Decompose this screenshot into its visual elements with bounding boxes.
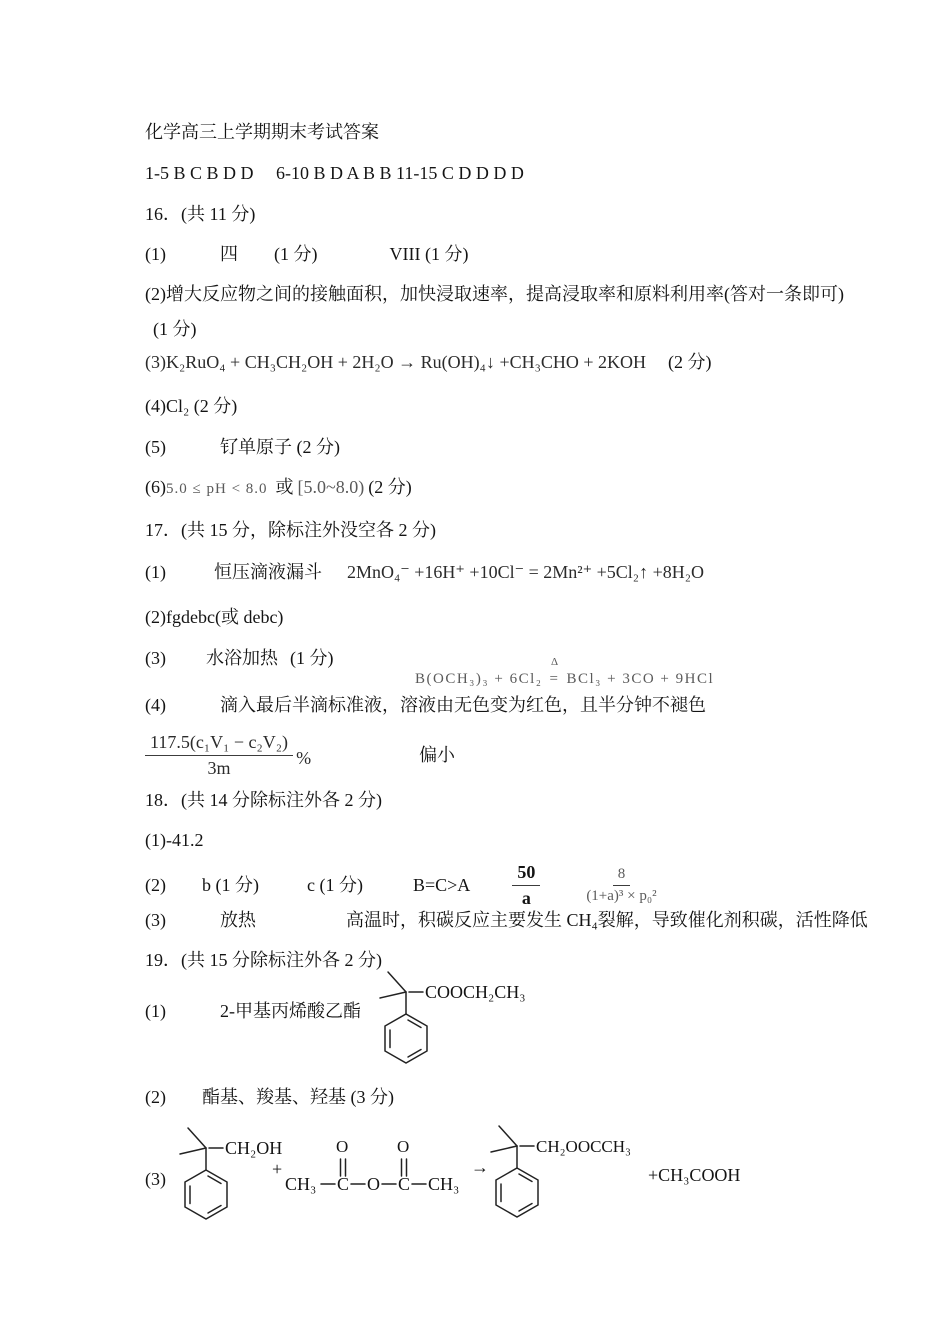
methyl-bond <box>499 1126 517 1146</box>
q17-answer-4: (4) 滴入最后半滴标准液，溶液由无色变为红色，且半分钟不褪色 <box>145 695 706 715</box>
q19-answer-2: (2) 酯基、羧基、羟基 (3 分) <box>145 1087 394 1107</box>
methyl-bond <box>188 1128 206 1148</box>
q16-answer-3 <box>145 351 712 374</box>
oxygen-label: O <box>336 1137 349 1156</box>
q18-answer-2-b: b (1 分) <box>202 874 259 895</box>
plus-sign: + <box>272 1159 283 1179</box>
q17-header: 17．(共 15 分，除标注外没空各 2 分) <box>145 520 436 540</box>
reaction-arrow: → <box>471 1157 489 1177</box>
q16-ph-range: 5.0 ≤ pH < 8.0 <box>166 481 268 497</box>
q16-answer-2: (2)增大反应物之间的接触面积，加快浸取速率，提高浸取率和原料利用率(答对一条即可) <box>145 284 844 304</box>
ester-structure-diagram <box>368 964 558 1072</box>
q18-answer-1: (1)-41.2 <box>145 830 204 850</box>
q16-answer-1: (1) 四 (1 分) VIII (1 分) <box>145 244 469 264</box>
q17-answer-1-label: (1) <box>145 562 166 582</box>
q17-answer-2: (2)fgdebc(或 debc) <box>145 607 284 627</box>
q17-mass-fraction <box>145 731 293 779</box>
q16-ph-range-alt: [5.0~8.0) <box>297 477 365 497</box>
fraction-numerator: 117.5(c₁V₁ − c₂V₂) <box>145 731 293 756</box>
q18-fraction-kp <box>586 865 656 906</box>
delta-symbol: Δ <box>550 655 559 668</box>
equals-sign: = <box>549 670 560 687</box>
q19-answer-3-label: (3) <box>145 1169 166 1189</box>
oxygen-label: O <box>367 1174 380 1194</box>
q18-answer-2-label: (2) <box>145 874 166 895</box>
methyl-bond <box>388 972 406 992</box>
q17-boron-equation-right: BCl₃ + 3CO + 9HCl <box>566 670 715 687</box>
q17-answer-3-text: 水浴加热 <box>206 648 278 668</box>
q16-header: 16．(共 11 分) <box>145 204 256 224</box>
fraction-numerator: 8 <box>613 865 631 886</box>
mc-answers: 1-5 B C B D D 6-10 B D A B B 11-15 C D D D D <box>145 163 524 183</box>
delta-over-equals <box>549 655 560 689</box>
methyl-bond <box>180 1148 206 1154</box>
q16-answer-3-score: (2 分) <box>668 352 712 372</box>
ester-group-label: COOCH₂CH₃ <box>425 982 526 1002</box>
carbon-label: C <box>337 1174 350 1194</box>
hydroxymethyl-label: CH₂OH <box>225 1138 283 1158</box>
q16-answer-5: (5) 钌单原子 (2 分) <box>145 437 340 457</box>
benzene-ring <box>385 1014 427 1063</box>
q18-header: 18．(共 14 分除标注外各 2 分) <box>145 790 382 810</box>
fraction-denominator: 3m <box>207 757 231 778</box>
q17-answer-5-result: 偏小 <box>419 744 456 765</box>
oxygen-label: O <box>397 1137 410 1156</box>
fraction-denominator: (1+a)³ × p₀² <box>586 887 657 904</box>
q16-answer-4: (4)Cl₂ (2 分) <box>145 396 238 416</box>
q17-answer-3-score: (1 分) <box>290 648 334 668</box>
q17-answer-1 <box>145 561 704 584</box>
q19-answer-1: (1) 2-甲基丙烯酸乙酯 <box>145 1001 361 1021</box>
q17-answer-1-text: 恒压滴液漏斗 <box>214 562 322 582</box>
benzene-ring <box>496 1168 538 1217</box>
q16-or-text: 或 <box>275 477 294 497</box>
alcohol-structure-diagram <box>168 1120 303 1228</box>
fraction-denominator: a <box>521 887 531 908</box>
q18-answer-2-c: c (1 分) <box>307 874 363 895</box>
methyl-label: CH₃ <box>428 1174 460 1194</box>
benzene-ring <box>185 1170 227 1219</box>
q17-ionic-equation: 2MnO₄⁻ +16H⁺ +10Cl⁻ = 2Mn²⁺ +5Cl₂↑ +8H₂O <box>347 562 705 582</box>
fraction-numerator: 50 <box>512 861 540 886</box>
ester-product-structure <box>479 1118 664 1226</box>
q16-answer-6-score: (2 分) <box>368 477 412 497</box>
q17-boron-equation-left: B(OCH₃)₃ + 6Cl₂ <box>415 670 543 687</box>
q19-header: 19．(共 15 分除标注外各 2 分) <box>145 950 382 970</box>
byproduct-label: +CH₃COOH <box>648 1165 741 1185</box>
doc-title: 化学高三上学期期末考试答案 <box>145 122 379 142</box>
q16-answer-2-score: (1 分) <box>153 319 197 339</box>
q16-answer-6-label: (6) <box>145 477 166 497</box>
acetic-anhydride-structure <box>285 1128 470 1203</box>
q18-fraction-50a <box>512 861 540 909</box>
carbon-label: C <box>398 1174 411 1194</box>
q16-answer-6 <box>145 476 412 499</box>
q17-answer-5 <box>145 726 455 784</box>
q18-answer-2 <box>145 855 657 915</box>
q18-answer-3: (3) 放热 高温时，积碳反应主要发生 CH₄裂解，导致催化剂积碳，活性降低 <box>145 910 868 930</box>
q17-answer-3-label: (3) <box>145 648 166 668</box>
methyl-bond <box>380 992 406 998</box>
percent-sign: % <box>296 747 312 768</box>
ester-group-label: CH₂OOCCH₃ <box>536 1137 631 1156</box>
q18-order-relation: B=C>A <box>412 874 471 895</box>
methyl-bond <box>491 1146 517 1152</box>
q16-equation: (3)K₂RuO₄ + CH₃CH₂OH + 2H₂O → Ru(OH)₄↓ +CH₃CHO + 2KOH <box>145 352 647 372</box>
methyl-label: CH₃ <box>285 1174 317 1194</box>
